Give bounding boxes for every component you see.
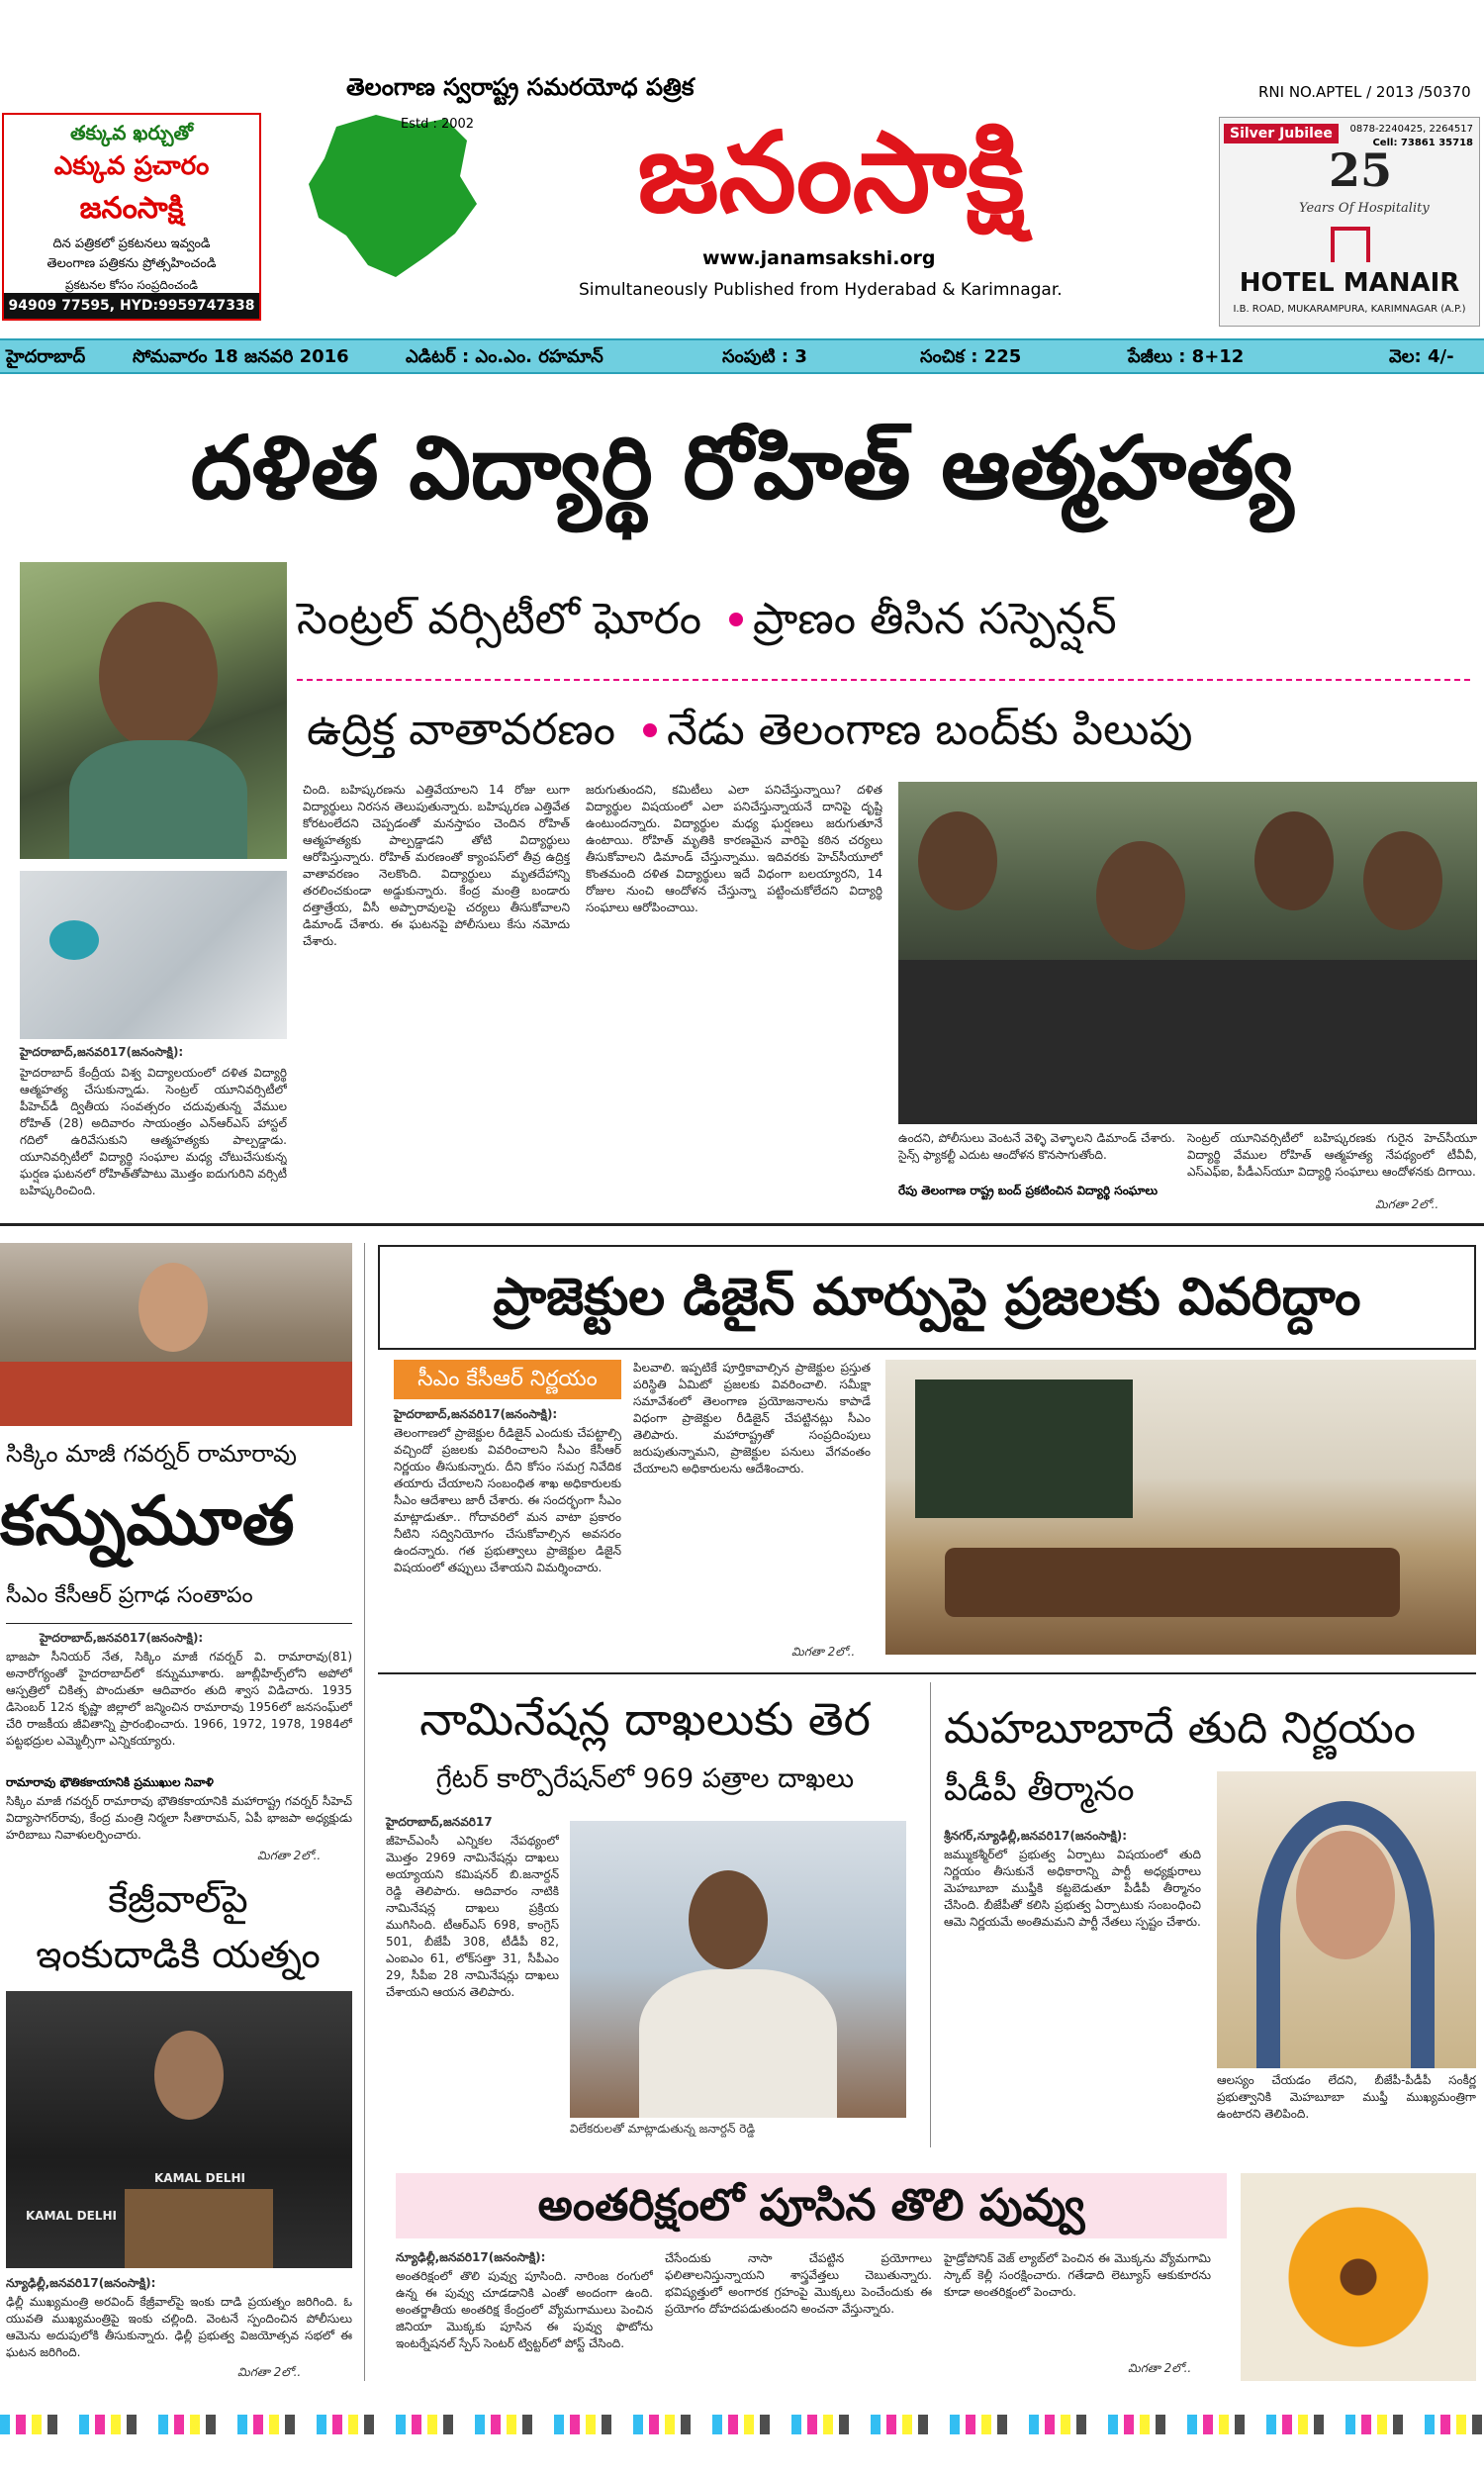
masthead-website: www.janamsakshi.org xyxy=(702,247,936,269)
masthead-estd: Estd : 2002 xyxy=(401,117,475,132)
column-divider xyxy=(364,1243,365,2381)
info-volume: సంపుటి : 3 xyxy=(722,346,807,367)
mahabubabad-caption: ఆలస్యం చేయడం లేదని, బీజేపీ-పీడీపీ సంకీర్ణ ప్రభుత్వానికి మెహబూబా ముఫ్తీ ముఖ్యమంత్రిగా ఉంటారని తెలిపింది. xyxy=(1217,2073,1476,2121)
obituary-sub: సీఎం కేసీఆర్ ప్రగాఢ సంతాపం xyxy=(6,1583,253,1608)
rohith-portrait-photo xyxy=(20,562,287,859)
space-col1: అంతరిక్షంలో తొలి పువ్వు పూసింది. నారింజ రంగులో ఉన్న ఈ పువ్వు చూడడానికి ఎంతో అందంగా ఉంది. అంతర్జాతీయ అంతరిక్ష కేంద్రంలో వ్యోమగాములు పెంచిన జినియా మొక్కకు పూసిన ఈ పువ్వు ఫొటోను ఇంటర్నేషనల్ స్పేస్ సెంటర్ ట్విట్టర్‌లో పోస్ట్ చేసింది. xyxy=(396,2269,653,2350)
right-ad-phone2: Cell: 73861 35718 xyxy=(1372,138,1473,148)
right-ad-years-label: Years Of Hospitality xyxy=(1299,201,1430,216)
protest-caption-right: సెంట్రల్ యూనివర్సిటీలో బహిష్కరణకు గురైన హెచ్‌సీయూ విద్యార్థి వేముల రోహిత్ ఆత్మహత్య నేపథ్యంలో టీవీవీ, ఎస్ఎఫ్ఐ, పీడీఎస్‌యూ విద్యార్థి సంఘాలు ఆందోళనకు దిగాయి. xyxy=(1187,1131,1477,1179)
lead-col2: చింది. బహిష్కరణను ఎత్తివేయాలని 14 రోజు లుగా విద్యార్థులు నిరసన తెలుపుతున్నారు. బహిష్కరణ ఎత్తివేత కోరటంలేదని చెప్పడంతో మనస్తాపం చెందిన రోహిత్ ఆత్మహత్యకు పాల్పడ్డాడని తోటి విద్యార్థులు ఆరోపిస్తున్నారు. రోహిత్ మరణంతో క్యాంపస్‌లో తీవ్ర ఉద్రిక్త వాతావరణం నెలకొంది. విద్యార్థులు మృతదేహాన్ని తరలించకుండా అడ్డుకున్నారు. కేంద్ర మంత్రి బండారు దత్తాత్రేయ, వీసీ అప్పారావులపై చర్యలు తీసుకోవాలని డిమాండ్ చేశారు. ఈ ఘటనపై పోలీసులు కేసు నమోదు చేశారు. xyxy=(303,783,570,948)
info-editor: ఎడిటర్ : ఎం.ఎం. రహమాన్ xyxy=(406,346,603,367)
kejriwal-photo-text2: KAMAL DELHI xyxy=(26,2209,117,2223)
obituary-dateline: హైదరాబాద్,జనవరి17(జనంసాక్షి): xyxy=(40,1631,204,1645)
student-protest-photo xyxy=(898,782,1477,1124)
obituary-body: భాజపా సీనియర్ నేత, సిక్కిం మాజీ గవర్నర్ వి. రామారావు(81) అనారోగ్యంతో హైదరాబాద్‌లో కన్నుమూశారు. జూబ్లీహిల్స్‌లోని అపోలో ఆస్పత్రిలో చికిత్స పొందుతూ ఆదివారం తుది శ్వాస విడిచారు. 1935 డిసెంబర్ 12న కృష్ణా జిల్లాలో జన్మించిన రామారావు 1956లో జనసంఘ్‌లో చేరి రాజకీయ జీవితాన్ని ప్రారంభించారు. 1966, 1972, 1978, 1984లో పట్టభద్రుల ఎమ్మెల్సీగా ఎన్నికయ్యారు. xyxy=(6,1650,352,1748)
lead-sub1a: సెంట్రల్ వర్సిటీలో ఘోరం xyxy=(297,594,702,644)
kejriwal-continued: మిగతా 2లో.. xyxy=(237,2365,302,2379)
left-ad-line3: దిన పత్రికలో ప్రకటనలు ఇవ్వండి xyxy=(52,237,211,251)
projects-headline: ప్రాజెక్టుల డిజైన్ మార్పుపై ప్రజలకు వివరిద్దాం xyxy=(493,1268,1361,1327)
right-ad-box xyxy=(1219,117,1480,327)
left-ad-box xyxy=(2,113,261,321)
kejriwal-photo-text1: KAMAL DELHI xyxy=(154,2171,245,2185)
space-col3: హైడ్రోపోనిక్ వెజ్ ల్యాబ్‌లో పెంచిన ఈ మొక్కను వ్యోమగామి స్కాట్ కెల్లీ సంరక్షించారు. గతేడాది లెట్యూస్ ఆకుకూరను కూడా అంతరిక్షంలో పెంచారు. xyxy=(944,2251,1211,2299)
lead-sub-divider xyxy=(297,679,1474,681)
projects-continued: మిగతా 2లో.. xyxy=(791,1645,856,1659)
zinnia-flower-photo xyxy=(1241,2173,1476,2381)
left-ad-phone: 94909 77595, HYD:9959747338 xyxy=(4,293,259,319)
section-divider xyxy=(378,1672,1476,1674)
info-pages: పేజీలు : 8+12 xyxy=(1128,346,1245,367)
mahabubabad-body: జమ్ముకశ్మీర్‌లో ప్రభుత్వ ఏర్పాటు విషయంలో తుది నిర్ణయం తీసుకునే అధికారాన్ని పార్టీ అధ్యక్షురాలు మెహబూబా ముఫ్తీకి కట్టబెడుతూ పీడీపీ తీర్మానం చేసింది. బీజేపీతో కలిసి ప్రభుత్వ ఏర్పాటుకు సంబంధించి ఆమె నిర్ణయమే అంతిమమని పార్టీ నేతలు స్పష్టం చేశారు. xyxy=(944,1848,1201,1929)
kejriwal-headline1: కేజ్రీవాల్‌పై xyxy=(108,1877,248,1921)
kejriwal-headline2: ఇంకుదాడికి యత్నం xyxy=(36,1933,321,1976)
lead-dateline: హైదరాబాద్,జనవరి17(జనంసాక్షి): xyxy=(20,1045,184,1059)
lead-sub2b: నేడు తెలంగాణ బంద్‌కు పిలుపు xyxy=(667,705,1193,755)
obituary-headline: కన్నుమూత xyxy=(0,1482,295,1561)
section-divider xyxy=(0,1223,1484,1226)
masthead-publication: Simultaneously Published from Hyderabad & Karimnagar. xyxy=(579,280,1063,300)
telangana-map-logo xyxy=(297,107,485,285)
lead-col3: జరుగుతుందని, కమిటీలు ఎలా పనిచేస్తున్నాయి? దళిత విద్యార్థుల విషయంలో ఎలా పనిచేస్తున్నాయనే దానిపై దృష్టి ఉంటుందన్నారు. విద్యార్థుల మధ్య ఘర్షణలు జరుగుతూనే ఉంటాయి. రోహిత్ మృతికి కారణమైన వారిపై కఠిన చర్యలు తీసుకోవాలని డిమాండ్ చేస్తున్నాము. ఇదివరకు హెచ్‌సీయూలో కొంతమంది దళిత విద్యార్థులు ఇదే విధంగా బలయ్యారని, 14 రోజుల నుంచి ఆందోళన చేస్తున్నా పట్టించుకోలేదని విద్యార్థి సంఘాలు ఆరోపించాయి. xyxy=(586,783,882,914)
info-date: సోమవారం 18 జనవరి 2016 xyxy=(133,346,349,367)
right-ad-name: HOTEL MANAIR xyxy=(1239,268,1460,298)
projects-dateline: హైదరాబాద్,జనవరి17(జనంసాక్షి): xyxy=(394,1407,558,1421)
left-ad-line1: తక్కువ ఖర్చుతో xyxy=(69,121,194,144)
obituary-divider xyxy=(6,1623,352,1624)
bullet-icon xyxy=(729,613,743,626)
space-continued: మిగతా 2లో.. xyxy=(1128,2361,1192,2375)
kejriwal-photo xyxy=(6,1991,352,2268)
cm-review-meeting-photo xyxy=(885,1360,1476,1655)
info-issue: సంచిక : 225 xyxy=(920,346,1022,367)
projects-tag: సీఎం కేసీఆర్ నిర్ణయం xyxy=(394,1360,621,1399)
space-dateline: న్యూఢిల్లీ,జనవరి17(జనంసాక్షి): xyxy=(396,2250,546,2264)
right-ad-address: I.B. ROAD, MUKARAMPURA, KARIMNAGAR (A.P.) xyxy=(1233,304,1466,315)
space-col2: చేసేందుకు నాసా చేపట్టిన ప్రయోగాలు ఫలితాలనిస్తున్నాయని శాస్త్రవేత్తలు చెబుతున్నారు. భవిష్యత్తులో అంగారక గ్రహంపై మొక్కలు పెంచేందుకు ఈ ప్రయోగం దోహదపడుతుందని అంచనా వేస్తున్నారు. xyxy=(665,2251,932,2316)
suicide-note-photo xyxy=(20,871,287,1039)
space-headline: అంతరిక్షంలో పూసిన తొలి పువ్వు xyxy=(396,2173,1227,2238)
obituary-body2: సిక్కిం మాజీ గవర్నర్ రామారావు భౌతికకాయానికి మహారాష్ట్ర గవర్నర్ సీహెచ్ విద్యాసాగర్‌రావు, కేంద్ర మంత్రి నిర్మలా సీతారామన్, ఏపీ భాజపా అధ్యక్షుడు హరిబాబు నివాళులర్పించారు. xyxy=(6,1794,352,1842)
mahabubabad-sub: పీడీపీ తీర్మానం xyxy=(944,1769,1135,1809)
projects-col2: పిలవాలి. ఇప్పటికే పూర్తికావాల్సిన ప్రాజెక్టుల ప్రస్తుత పరిస్థితి ఏమిటో ప్రజలకు వివరించాలి. సమీక్షా సమావేశంలో తెలంగాణ ప్రయోజనాలను కాపాడే విధంగా ప్రాజెక్టుల రీడిజైన్ చేపట్టినట్లు సీఎం తెలిపారు. మహారాష్ట్రతో సంప్రదింపులు జరుపుతున్నామని, ప్రాజెక్టుల పనులు వేగవంతం చేయాలని అధికారులను ఆదేశించారు. xyxy=(633,1361,871,1475)
left-ad-brand: జనంసాక్షి xyxy=(79,191,184,226)
hotel-logo-icon xyxy=(1331,227,1370,262)
lead-sub1b: ప్రాణం తీసిన సస్పెన్షన్ xyxy=(753,594,1117,644)
color-registration-bar xyxy=(0,2415,1484,2434)
left-ad-line2: ఎక్కువ ప్రచారం xyxy=(53,151,210,181)
masthead-title: జనంసాక్షి xyxy=(637,109,1025,238)
mehbooba-mufti-photo xyxy=(1217,1771,1476,2068)
nominations-sub: గ్రేటర్ కార్పొరేషన్‌లో 969 పత్రాల దాఖలు xyxy=(435,1763,855,1794)
info-bar xyxy=(0,338,1484,374)
protest-caption-left: ఉందని, పోలీసులు వెంటనే వెళ్ళి వెళ్ళాలని డిమాండ్ చేశారు. సైన్స్ ఫ్యాకల్టీ ఎదుట ఆందోళన కొనసాగుతోంది. xyxy=(898,1131,1175,1162)
left-ad-line4: తెలంగాణ పత్రికను ప్రోత్సహించండి xyxy=(46,256,217,271)
right-ad-badge: Silver Jubilee xyxy=(1224,124,1339,143)
info-price: వెల: 4/- xyxy=(1389,346,1454,367)
obituary-sub2: రామారావు భౌతికకాయానికి ప్రముఖుల నివాళి xyxy=(6,1775,214,1789)
mahabubabad-dateline: శ్రీనగర్,న్యూఢిల్లీ,జనవరి17(జనంసాక్షి): xyxy=(944,1829,1128,1843)
kejriwal-body: ఢిల్లీ ముఖ్యమంత్రి అరవింద్ కేజ్రీవాల్‌పై ఇంకు దాడి ప్రయత్నం జరిగింది. ఓ యువతి ముఖ్యమంత్రిపై ఇంకు చల్లింది. వెంటనే స్పందించిన పోలీసులు ఆమెను అదుపులోకి తీసుకున్నారు. ఢిల్లీ ప్రభుత్వ విజయోత్సవ సభలో ఈ ఘటన జరిగింది. xyxy=(6,2295,352,2359)
nominations-headline: నామినేషన్ల దాఖలుకు తెర xyxy=(419,1692,871,1746)
left-ad-line5: ప్రకటనల కోసం సంప్రదించండి xyxy=(64,278,199,292)
lead-continued: మిగతా 2లో.. xyxy=(1375,1197,1439,1211)
nominations-dateline: హైదరాబాద్,జనవరి17 xyxy=(386,1815,493,1829)
protest-caption-bold: రేపు తెలంగాణ రాష్ట్ర బంద్ ప్రకటించిన విద్యార్థి సంఘాలు xyxy=(898,1184,1158,1197)
obituary-kicker: సిక్కిం మాజీ గవర్నర్ రామారావు xyxy=(6,1440,297,1468)
obituary-continued: మిగతా 2లో.. xyxy=(257,1849,322,1862)
projects-col1: తెలంగాణలో ప్రాజెక్టుల రీడిజైన్ ఎందుకు చేపట్టాల్సి వచ్చిందో ప్రజలకు వివరించాలని సీఎం కేసీఆర్ నిర్ణయం తీసుకున్నారు. దీని కోసం సమగ్ర నివేదిక తయారు చేయాలని సంబంధిత శాఖ అధికారులకు సీఎం ఆదేశాలు జారీ చేశారు. ఈ సందర్భంగా సీఎం మాట్లాడుతూ.. గోదావరిలో మన వాటా ప్రకారం నీటిని సద్వినియోగం చేసుకోవాల్సిన అవసరం ఉందన్నారు. గత ప్రభుత్వాలు ప్రాజెక్టుల డిజైన్ విషయంలో తప్పులు చేశాయని విమర్శించారు. xyxy=(394,1426,621,1574)
right-ad-phone1: 0878-2240425, 2264517 xyxy=(1349,124,1473,135)
masthead-tagline: తెలంగాణ స్వరాష్ట్ర సమరయోధ పత్రిక xyxy=(346,73,695,101)
mahabubabad-headline: మహబూబాదే తుది నిర్ణయం xyxy=(944,1703,1416,1754)
nominations-body: జీహెచ్‌ఎంసీ ఎన్నికల నేపథ్యంలో మొత్తం 2969 నామినేషన్లు దాఖలు అయ్యాయని కమిషనర్ బి.జనార్దన్ రెడ్డి తెలిపారు. ఆదివారం నాటికి నామినేషన్ల దాఖలు ప్రక్రియ ముగిసింది. టీఆర్ఎస్ 698, కాంగ్రెస్ 501, బీజేపీ 308, టీడీపీ 82, ఎంఐఎం 61, లోక్‌సత్తా 31, సీపీఎం 29, సీపీఐ 28 నామినేషన్లు దాఖలు చేశాయని ఆయన తెలిపారు. xyxy=(386,1834,559,1999)
kejriwal-dateline: న్యూఢిల్లీ,జనవరి17(జనంసాక్షి): xyxy=(6,2276,156,2290)
masthead-rni: RNI NO.APTEL / 2013 /50370 xyxy=(1258,83,1471,101)
commissioner-press-photo xyxy=(570,1821,906,2118)
lead-sub2 xyxy=(307,701,1474,760)
lead-sub1 xyxy=(297,590,1474,649)
lead-headline: దళిత విద్యార్థి రోహిత్ ఆత్మహత్య xyxy=(190,417,1294,519)
column-divider xyxy=(930,1682,931,2147)
right-ad-years: 25 xyxy=(1329,143,1393,197)
info-city: హైదరాబాద్ xyxy=(6,346,86,367)
lead-sub2a: ఉద్రిక్త వాతావరణం xyxy=(307,705,615,755)
lead-col1: హైదరాబాద్ కేంద్రీయ విశ్వ విద్యాలయంలో దళిత విద్యార్థి ఆత్మహత్య చేసుకున్నాడు. సెంట్రల్ యూనివర్సిటీలో పీహెచ్‌డీ ద్వితీయ సంవత్సరం చదువుతున్న వేముల రోహిత్ (28) అదివారం సాయంత్రం ఎన్‌ఆర్‌ఎస్ హాస్టల్ గదిలో ఉరివేసుకుని ఆత్మహత్యకు పాల్పడ్డాడు. యూనివర్సిటీలో విద్యార్థి సంఘాల మధ్య చోటుచేసుకున్న ఘర్షణ ఘటనలో రోహిత్‌తోపాటు మొత్తం ఐదుగురిని వర్సిటీ బహిష్కరించింది. xyxy=(20,1066,287,1197)
nominations-caption: విలేకరులతో మాట్లాడుతున్న జనార్దన్ రెడ్డి xyxy=(570,2122,756,2136)
bullet-icon xyxy=(643,723,657,737)
ramarao-photo xyxy=(0,1243,352,1426)
